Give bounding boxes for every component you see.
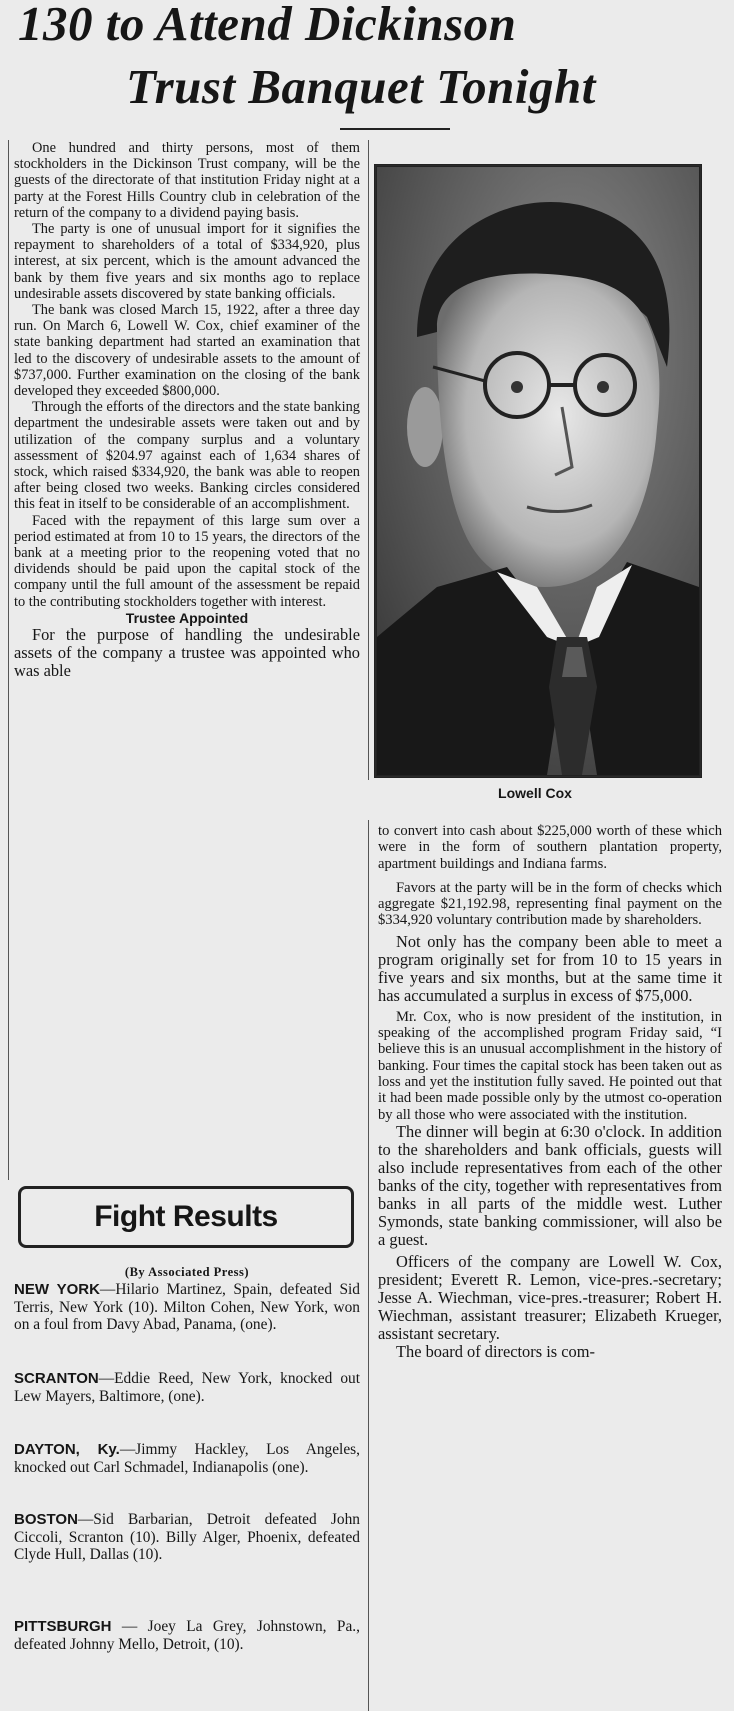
fight-results-title: Fight Results (94, 1200, 278, 1233)
article-paragraph: Officers of the company are Lowell W. Cox, president; Everett R. Lemon, vice-pres.-secretary; Jesse A. Wiechman, vice-pres.-treasurer; Robert H. Wiechman, assistant treasurer; Elizabeth Krueger, assistant secretary. (378, 1251, 722, 1343)
fight-results-byline: (By Associated Press) (124, 1265, 250, 1279)
headline-line-1: 130 to Attend Dickinson (18, 0, 517, 51)
article-paragraph: to convert into cash about $225,000 worth of these which were in the form of southern plantation property, apartment buildings and Indiana farms. (378, 823, 722, 872)
fight-text: — Joey La Grey, Johnstown, Pa., defeated Johnny Mello, Detroit, (10). (14, 1618, 360, 1653)
article-paragraph: The dinner will begin at 6:30 o'clock. In addition to the shareholders and bank officials, guests will also include representatives from each of the other banks of the city, together with representatives from banks in all parts of the middle west. Luther Symonds, state banking commissioner, will also be a guest. (378, 1121, 722, 1249)
article-paragraph: The board of directors is com- (396, 1341, 595, 1361)
fight-text: —Hilario Martinez, Spain, defeated Sid Terris, New York (10). Milton Cohen, New York, won on a foul from Davy Abad, Panama, (one). (14, 1281, 360, 1333)
headline-rule (340, 128, 450, 130)
article-paragraph: Faced with the repayment of this large sum over a period estimated at from 10 to 15 years, the directors of the bank at a meeting prior to the reopening voted that no dividends should be paid upon the capital stock of the company until the full amount of the assessment be repaid to the contributing stockholders together with interest. (14, 512, 360, 610)
fight-city: PITTSBURGH (14, 1618, 112, 1635)
article-paragraph: Through the efforts of the directors and the state banking department the undesirable assets were taken out and by utilization of the company surplus and a voluntary assessment of $204.97 against each of 1,634 shares of stock, which raised $334,920, the bank was able to reopen after being closed two weeks. Banking circles considered this feat in itself to be considerable of an accomplishment. (14, 399, 360, 513)
article-paragraph: Not only has the company been able to meet a program originally set for from 10 to 15 years in five years and six months, but at the same time it has accumulated a surplus in excess of $75,000. (378, 931, 722, 1005)
fight-result-item (14, 1370, 360, 1405)
fight-result-item (14, 1511, 360, 1564)
article-paragraph: The bank was closed March 15, 1922, after a three day run. On March 6, Lowell W. Cox, chief examiner of the state banking department had started an examination that led to the discovery of undesirable assets to the amount of $737,000. Further examination on the closing of the bank developed they exceeded $800,000. (14, 302, 360, 400)
photo-caption: Lowell Cox (498, 785, 572, 801)
fight-result-item (14, 1618, 360, 1653)
fight-result-item (14, 1281, 360, 1334)
fight-city: NEW YORK (14, 1281, 100, 1298)
fight-results-heading-box (18, 1186, 354, 1248)
article-paragraph: For the purpose of handling the undesirable assets of the company a trustee was appointed who was able (14, 625, 360, 681)
article-paragraph: Favors at the party will be in the form of checks which aggregate $21,192.98, representing final payment on the $334,920 voluntary contribution made by shareholders. (378, 879, 722, 929)
left-margin-line (8, 140, 9, 1180)
fight-text: —Sid Barbarian, Detroit defeated John Ciccoli, Scranton (10). Billy Alger, Phoenix, defeated Clyde Hull, Dallas (10). (14, 1511, 360, 1563)
article-paragraph: The party is one of unusual import for it signifies the repayment to shareholders of a total of $334,920, plus interest, at six percent, which is the amount advanced the bank by them five years and six months ago to replace undesirable assets discovered by state banking officials. (14, 221, 360, 302)
fight-result-item (14, 1441, 360, 1476)
column-divider-top (368, 140, 369, 780)
column-divider-bottom (368, 820, 369, 1711)
headline-line-2: Trust Banquet Tonight (126, 59, 596, 114)
fight-city: DAYTON, Ky. (14, 1441, 120, 1458)
article-column-1 (14, 140, 360, 680)
fight-city: BOSTON (14, 1511, 78, 1528)
article-paragraph: Mr. Cox, who is now president of the institution, in speaking of the accomplished program Friday said, “I believe this is an unusual accomplishment in the history of banking. Four times the capital stock has been taken out as loss and yet the institution fully saved. He pointed out that it had been made possible only by the utmost co-operation by all those who were associated with the institution. (378, 1008, 722, 1123)
article-paragraph: One hundred and thirty persons, most of them stockholders in the Dickinson Trust company, will be the guests of the directorate of that institution Friday night at a party at the Forest Hills Country club in celebration of the return of the company to a dividend paying basis. (14, 140, 360, 221)
portrait-photo (374, 164, 702, 778)
article-column-2 (378, 823, 722, 1361)
fight-city: SCRANTON (14, 1370, 99, 1387)
fight-text: —Eddie Reed, New York, knocked out Lew Mayers, Baltimore, (one). (14, 1370, 360, 1405)
subhead-trustee-appointed: Trustee Appointed (125, 609, 249, 626)
fight-text: —Jimmy Hackley, Los Angeles, knocked out Carl Schmadel, Indianapolis (one). (14, 1441, 361, 1476)
